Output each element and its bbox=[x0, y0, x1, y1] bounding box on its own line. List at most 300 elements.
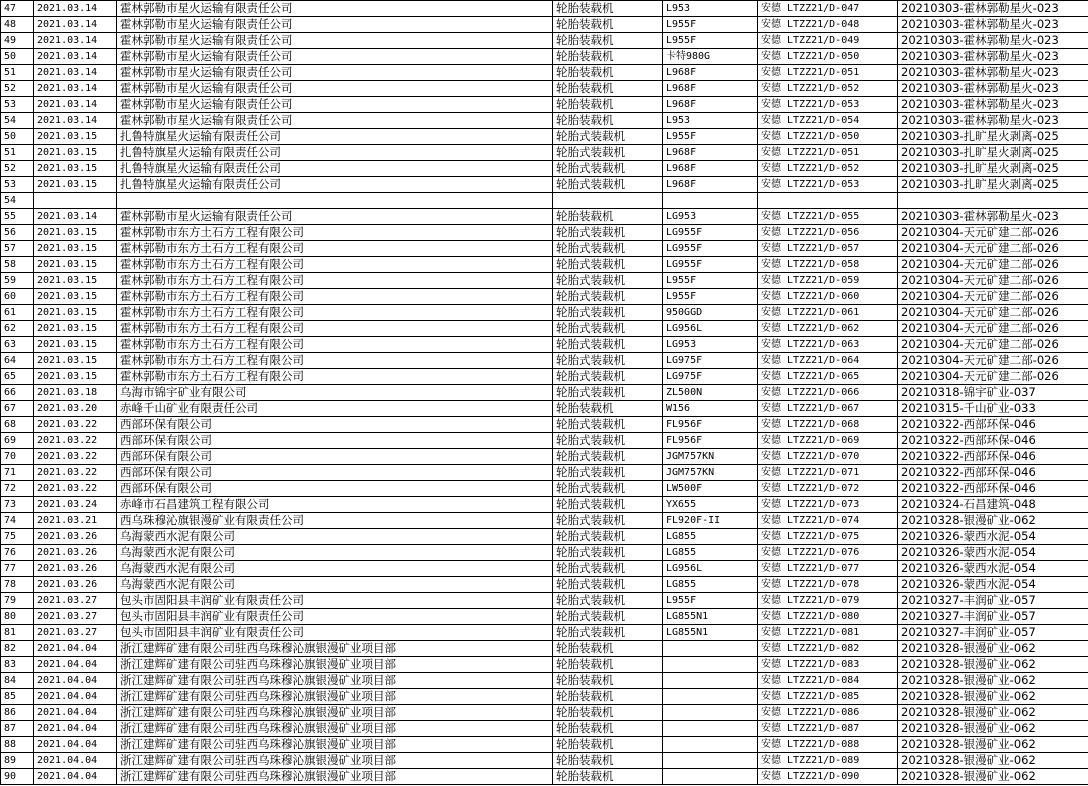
row-number-cell[interactable]: 54 bbox=[1, 113, 34, 129]
row-number-cell[interactable]: 81 bbox=[1, 625, 34, 641]
certificate-code-cell[interactable]: 安德 LTZZ21/D-086 bbox=[758, 705, 898, 721]
company-cell[interactable]: 霍林郭勒市东方土石方工程有限公司 bbox=[117, 241, 553, 257]
equipment-type-cell[interactable]: 轮胎式装载机 bbox=[553, 161, 663, 177]
project-cell[interactable]: 20210328-银漫矿业-062 bbox=[898, 689, 1088, 705]
company-cell[interactable]: 霍林郭勒市东方土石方工程有限公司 bbox=[117, 321, 553, 337]
project-cell[interactable]: 20210326-蒙西水泥-054 bbox=[898, 545, 1088, 561]
date-cell[interactable]: 2021.03.15 bbox=[34, 129, 117, 145]
row-number-cell[interactable]: 69 bbox=[1, 433, 34, 449]
date-cell[interactable]: 2021.03.26 bbox=[34, 577, 117, 593]
model-cell[interactable] bbox=[663, 657, 758, 673]
certificate-code-cell[interactable]: 安德 LTZZ21/D-055 bbox=[758, 209, 898, 225]
certificate-code-cell[interactable]: 安德 LTZZ21/D-088 bbox=[758, 737, 898, 753]
project-cell[interactable]: 20210303-扎旷星火剥离-025 bbox=[898, 145, 1088, 161]
equipment-type-cell[interactable]: 轮胎装载机 bbox=[553, 1, 663, 17]
date-cell[interactable]: 2021.03.14 bbox=[34, 81, 117, 97]
company-cell[interactable]: 霍林郭勒市星火运输有限责任公司 bbox=[117, 81, 553, 97]
model-cell[interactable]: LG855N1 bbox=[663, 609, 758, 625]
company-cell[interactable]: 霍林郭勒市星火运输有限责任公司 bbox=[117, 209, 553, 225]
equipment-type-cell[interactable]: 轮胎装载机 bbox=[553, 401, 663, 417]
row-number-cell[interactable]: 88 bbox=[1, 737, 34, 753]
model-cell[interactable]: L968F bbox=[663, 97, 758, 113]
model-cell[interactable]: LG956L bbox=[663, 561, 758, 577]
project-cell[interactable]: 20210322-西部环保-046 bbox=[898, 433, 1088, 449]
row-number-cell[interactable]: 83 bbox=[1, 657, 34, 673]
row-number-cell[interactable]: 75 bbox=[1, 529, 34, 545]
project-cell[interactable]: 20210303-霍林郭勒星火-023 bbox=[898, 113, 1088, 129]
certificate-code-cell[interactable]: 安德 LTZZ21/D-084 bbox=[758, 673, 898, 689]
company-cell[interactable]: 乌海蒙西水泥有限公司 bbox=[117, 561, 553, 577]
company-cell[interactable]: 霍林郭勒市东方土石方工程有限公司 bbox=[117, 353, 553, 369]
equipment-type-cell[interactable]: 轮胎装载机 bbox=[553, 753, 663, 769]
project-cell[interactable]: 20210303-霍林郭勒星火-023 bbox=[898, 209, 1088, 225]
certificate-code-cell[interactable]: 安德 LTZZ21/D-051 bbox=[758, 145, 898, 161]
model-cell[interactable]: 950GGD bbox=[663, 305, 758, 321]
model-cell[interactable]: L955F bbox=[663, 33, 758, 49]
date-cell[interactable]: 2021.04.04 bbox=[34, 705, 117, 721]
certificate-code-cell[interactable]: 安德 LTZZ21/D-077 bbox=[758, 561, 898, 577]
model-cell[interactable]: L968F bbox=[663, 161, 758, 177]
row-number-cell[interactable]: 86 bbox=[1, 705, 34, 721]
date-cell[interactable]: 2021.03.15 bbox=[34, 305, 117, 321]
model-cell[interactable] bbox=[663, 769, 758, 785]
certificate-code-cell[interactable]: 安德 LTZZ21/D-048 bbox=[758, 17, 898, 33]
company-cell[interactable]: 乌海蒙西水泥有限公司 bbox=[117, 529, 553, 545]
row-number-cell[interactable]: 53 bbox=[1, 97, 34, 113]
company-cell[interactable]: 赤峰市石昌建筑工程有限公司 bbox=[117, 497, 553, 513]
model-cell[interactable]: JGM757KN bbox=[663, 449, 758, 465]
model-cell[interactable]: FL956F bbox=[663, 433, 758, 449]
model-cell[interactable]: LG955F bbox=[663, 241, 758, 257]
model-cell[interactable]: ZL500N bbox=[663, 385, 758, 401]
equipment-type-cell[interactable]: 轮胎式装载机 bbox=[553, 257, 663, 273]
certificate-code-cell[interactable]: 安德 LTZZ21/D-073 bbox=[758, 497, 898, 513]
equipment-type-cell[interactable]: 轮胎式装载机 bbox=[553, 497, 663, 513]
row-number-cell[interactable]: 64 bbox=[1, 353, 34, 369]
model-cell[interactable] bbox=[663, 641, 758, 657]
equipment-type-cell[interactable]: 轮胎式装载机 bbox=[553, 321, 663, 337]
certificate-code-cell[interactable]: 安德 LTZZ21/D-053 bbox=[758, 177, 898, 193]
row-number-cell[interactable]: 52 bbox=[1, 81, 34, 97]
project-cell[interactable]: 20210327-丰润矿业-057 bbox=[898, 625, 1088, 641]
certificate-code-cell[interactable]: 安德 LTZZ21/D-081 bbox=[758, 625, 898, 641]
company-cell[interactable]: 浙江建辉矿建有限公司驻西乌珠穆沁旗银漫矿业项目部 bbox=[117, 769, 553, 785]
row-number-cell[interactable]: 51 bbox=[1, 65, 34, 81]
row-number-cell[interactable]: 53 bbox=[1, 177, 34, 193]
equipment-type-cell[interactable]: 轮胎装载机 bbox=[553, 81, 663, 97]
equipment-type-cell[interactable]: 轮胎式装载机 bbox=[553, 465, 663, 481]
equipment-type-cell[interactable]: 轮胎装载机 bbox=[553, 49, 663, 65]
row-number-cell[interactable]: 72 bbox=[1, 481, 34, 497]
model-cell[interactable]: LG855 bbox=[663, 577, 758, 593]
model-cell[interactable]: YX655 bbox=[663, 497, 758, 513]
equipment-type-cell[interactable]: 轮胎式装载机 bbox=[553, 449, 663, 465]
row-number-cell[interactable]: 62 bbox=[1, 321, 34, 337]
row-number-cell[interactable]: 50 bbox=[1, 129, 34, 145]
row-number-cell[interactable]: 71 bbox=[1, 465, 34, 481]
company-cell[interactable]: 乌海蒙西水泥有限公司 bbox=[117, 577, 553, 593]
date-cell[interactable]: 2021.03.14 bbox=[34, 49, 117, 65]
equipment-type-cell[interactable]: 轮胎式装载机 bbox=[553, 289, 663, 305]
project-cell[interactable]: 20210303-霍林郭勒星火-023 bbox=[898, 49, 1088, 65]
certificate-code-cell[interactable]: 安德 LTZZ21/D-058 bbox=[758, 257, 898, 273]
date-cell[interactable]: 2021.04.04 bbox=[34, 689, 117, 705]
date-cell[interactable]: 2021.03.15 bbox=[34, 257, 117, 273]
row-number-cell[interactable]: 49 bbox=[1, 33, 34, 49]
project-cell[interactable]: 20210328-银漫矿业-062 bbox=[898, 769, 1088, 785]
row-number-cell[interactable]: 73 bbox=[1, 497, 34, 513]
model-cell[interactable]: LG955F bbox=[663, 257, 758, 273]
model-cell[interactable]: L953 bbox=[663, 113, 758, 129]
company-cell[interactable]: 扎鲁特旗星火运输有限责任公司 bbox=[117, 129, 553, 145]
row-number-cell[interactable]: 79 bbox=[1, 593, 34, 609]
row-number-cell[interactable]: 78 bbox=[1, 577, 34, 593]
company-cell[interactable]: 西部环保有限公司 bbox=[117, 449, 553, 465]
model-cell[interactable]: LW500F bbox=[663, 481, 758, 497]
certificate-code-cell[interactable]: 安德 LTZZ21/D-066 bbox=[758, 385, 898, 401]
row-number-cell[interactable]: 80 bbox=[1, 609, 34, 625]
model-cell[interactable] bbox=[663, 673, 758, 689]
company-cell[interactable]: 浙江建辉矿建有限公司驻西乌珠穆沁旗银漫矿业项目部 bbox=[117, 737, 553, 753]
date-cell[interactable]: 2021.03.14 bbox=[34, 17, 117, 33]
date-cell[interactable]: 2021.04.04 bbox=[34, 641, 117, 657]
equipment-type-cell[interactable]: 轮胎装载机 bbox=[553, 641, 663, 657]
company-cell[interactable]: 乌海蒙西水泥有限公司 bbox=[117, 545, 553, 561]
row-number-cell[interactable]: 52 bbox=[1, 161, 34, 177]
project-cell[interactable]: 20210304-天元矿建二部-026 bbox=[898, 273, 1088, 289]
certificate-code-cell[interactable]: 安德 LTZZ21/D-060 bbox=[758, 289, 898, 305]
certificate-code-cell[interactable]: 安德 LTZZ21/D-059 bbox=[758, 273, 898, 289]
equipment-type-cell[interactable]: 轮胎式装载机 bbox=[553, 369, 663, 385]
equipment-type-cell[interactable]: 轮胎式装载机 bbox=[553, 177, 663, 193]
project-cell[interactable]: 20210327-丰润矿业-057 bbox=[898, 593, 1088, 609]
project-cell[interactable]: 20210328-银漫矿业-062 bbox=[898, 513, 1088, 529]
equipment-type-cell[interactable]: 轮胎装载机 bbox=[553, 705, 663, 721]
row-number-cell[interactable]: 89 bbox=[1, 753, 34, 769]
date-cell[interactable]: 2021.04.04 bbox=[34, 769, 117, 785]
project-cell[interactable]: 20210303-霍林郭勒星火-023 bbox=[898, 65, 1088, 81]
certificate-code-cell[interactable]: 安德 LTZZ21/D-082 bbox=[758, 641, 898, 657]
company-cell[interactable]: 西乌珠穆沁旗银漫矿业有限责任公司 bbox=[117, 513, 553, 529]
date-cell[interactable]: 2021.03.15 bbox=[34, 145, 117, 161]
row-number-cell[interactable]: 60 bbox=[1, 289, 34, 305]
equipment-type-cell[interactable]: 轮胎装载机 bbox=[553, 97, 663, 113]
certificate-code-cell[interactable]: 安德 LTZZ21/D-085 bbox=[758, 689, 898, 705]
model-cell[interactable] bbox=[663, 705, 758, 721]
model-cell[interactable]: L968F bbox=[663, 65, 758, 81]
certificate-code-cell[interactable]: 安德 LTZZ21/D-052 bbox=[758, 81, 898, 97]
date-cell[interactable]: 2021.04.04 bbox=[34, 753, 117, 769]
equipment-type-cell[interactable]: 轮胎式装载机 bbox=[553, 481, 663, 497]
certificate-code-cell[interactable]: 安德 LTZZ21/D-079 bbox=[758, 593, 898, 609]
date-cell[interactable]: 2021.03.22 bbox=[34, 433, 117, 449]
row-number-cell[interactable]: 63 bbox=[1, 337, 34, 353]
company-cell[interactable]: 霍林郭勒市星火运输有限责任公司 bbox=[117, 97, 553, 113]
row-number-cell[interactable]: 74 bbox=[1, 513, 34, 529]
equipment-type-cell[interactable]: 轮胎式装载机 bbox=[553, 385, 663, 401]
date-cell[interactable]: 2021.04.04 bbox=[34, 673, 117, 689]
row-number-cell[interactable]: 68 bbox=[1, 417, 34, 433]
project-cell[interactable]: 20210303-扎旷星火剥离-025 bbox=[898, 177, 1088, 193]
certificate-code-cell[interactable]: 安德 LTZZ21/D-080 bbox=[758, 609, 898, 625]
equipment-type-cell[interactable] bbox=[553, 193, 663, 209]
equipment-type-cell[interactable]: 轮胎式装载机 bbox=[553, 561, 663, 577]
date-cell[interactable]: 2021.03.22 bbox=[34, 465, 117, 481]
certificate-code-cell[interactable] bbox=[758, 193, 898, 209]
equipment-type-cell[interactable]: 轮胎式装载机 bbox=[553, 529, 663, 545]
project-cell[interactable]: 20210303-霍林郭勒星火-023 bbox=[898, 33, 1088, 49]
date-cell[interactable]: 2021.03.22 bbox=[34, 449, 117, 465]
company-cell[interactable]: 霍林郭勒市东方土石方工程有限公司 bbox=[117, 289, 553, 305]
company-cell[interactable] bbox=[117, 193, 553, 209]
project-cell[interactable]: 20210304-天元矿建二部-026 bbox=[898, 241, 1088, 257]
equipment-type-cell[interactable]: 轮胎式装载机 bbox=[553, 593, 663, 609]
company-cell[interactable]: 浙江建辉矿建有限公司驻西乌珠穆沁旗银漫矿业项目部 bbox=[117, 705, 553, 721]
model-cell[interactable] bbox=[663, 193, 758, 209]
row-number-cell[interactable]: 87 bbox=[1, 721, 34, 737]
company-cell[interactable]: 霍林郭勒市东方土石方工程有限公司 bbox=[117, 305, 553, 321]
certificate-code-cell[interactable]: 安德 LTZZ21/D-067 bbox=[758, 401, 898, 417]
equipment-type-cell[interactable]: 轮胎装载机 bbox=[553, 673, 663, 689]
row-number-cell[interactable]: 61 bbox=[1, 305, 34, 321]
row-number-cell[interactable]: 57 bbox=[1, 241, 34, 257]
company-cell[interactable]: 霍林郭勒市星火运输有限责任公司 bbox=[117, 33, 553, 49]
project-cell[interactable]: 20210326-蒙西水泥-054 bbox=[898, 561, 1088, 577]
date-cell[interactable]: 2021.03.15 bbox=[34, 161, 117, 177]
project-cell[interactable]: 20210304-天元矿建二部-026 bbox=[898, 305, 1088, 321]
model-cell[interactable]: LG956L bbox=[663, 321, 758, 337]
company-cell[interactable]: 霍林郭勒市东方土石方工程有限公司 bbox=[117, 257, 553, 273]
date-cell[interactable]: 2021.03.27 bbox=[34, 593, 117, 609]
equipment-type-cell[interactable]: 轮胎装载机 bbox=[553, 657, 663, 673]
model-cell[interactable]: LG855N1 bbox=[663, 625, 758, 641]
row-number-cell[interactable]: 55 bbox=[1, 209, 34, 225]
model-cell[interactable]: LG953 bbox=[663, 337, 758, 353]
certificate-code-cell[interactable]: 安德 LTZZ21/D-089 bbox=[758, 753, 898, 769]
row-number-cell[interactable]: 58 bbox=[1, 257, 34, 273]
equipment-type-cell[interactable]: 轮胎装载机 bbox=[553, 689, 663, 705]
project-cell[interactable]: 20210326-蒙西水泥-054 bbox=[898, 529, 1088, 545]
equipment-type-cell[interactable]: 轮胎装载机 bbox=[553, 721, 663, 737]
model-cell[interactable]: L955F bbox=[663, 129, 758, 145]
certificate-code-cell[interactable]: 安德 LTZZ21/D-051 bbox=[758, 65, 898, 81]
project-cell[interactable]: 20210303-霍林郭勒星火-023 bbox=[898, 17, 1088, 33]
date-cell[interactable]: 2021.04.04 bbox=[34, 737, 117, 753]
model-cell[interactable] bbox=[663, 689, 758, 705]
certificate-code-cell[interactable]: 安德 LTZZ21/D-053 bbox=[758, 97, 898, 113]
company-cell[interactable]: 浙江建辉矿建有限公司驻西乌珠穆沁旗银漫矿业项目部 bbox=[117, 689, 553, 705]
company-cell[interactable]: 包头市固阳县丰润矿业有限责任公司 bbox=[117, 593, 553, 609]
company-cell[interactable]: 西部环保有限公司 bbox=[117, 433, 553, 449]
model-cell[interactable] bbox=[663, 753, 758, 769]
date-cell[interactable]: 2021.03.27 bbox=[34, 609, 117, 625]
project-cell[interactable]: 20210304-天元矿建二部-026 bbox=[898, 257, 1088, 273]
equipment-type-cell[interactable]: 轮胎装载机 bbox=[553, 209, 663, 225]
date-cell[interactable]: 2021.03.15 bbox=[34, 321, 117, 337]
date-cell[interactable]: 2021.03.27 bbox=[34, 625, 117, 641]
date-cell[interactable]: 2021.03.26 bbox=[34, 529, 117, 545]
project-cell[interactable]: 20210322-西部环保-046 bbox=[898, 465, 1088, 481]
certificate-code-cell[interactable]: 安德 LTZZ21/D-078 bbox=[758, 577, 898, 593]
date-cell[interactable]: 2021.03.26 bbox=[34, 561, 117, 577]
row-number-cell[interactable]: 77 bbox=[1, 561, 34, 577]
certificate-code-cell[interactable]: 安德 LTZZ21/D-076 bbox=[758, 545, 898, 561]
model-cell[interactable]: L953 bbox=[663, 1, 758, 17]
certificate-code-cell[interactable]: 安德 LTZZ21/D-062 bbox=[758, 321, 898, 337]
company-cell[interactable]: 霍林郭勒市星火运输有限责任公司 bbox=[117, 1, 553, 17]
project-cell[interactable]: 20210304-天元矿建二部-026 bbox=[898, 225, 1088, 241]
company-cell[interactable]: 扎鲁特旗星火运输有限责任公司 bbox=[117, 161, 553, 177]
project-cell[interactable]: 20210328-银漫矿业-062 bbox=[898, 737, 1088, 753]
date-cell[interactable]: 2021.03.14 bbox=[34, 33, 117, 49]
model-cell[interactable]: LG955F bbox=[663, 225, 758, 241]
company-cell[interactable]: 霍林郭勒市东方土石方工程有限公司 bbox=[117, 273, 553, 289]
project-cell[interactable]: 20210304-天元矿建二部-026 bbox=[898, 289, 1088, 305]
project-cell[interactable]: 20210304-天元矿建二部-026 bbox=[898, 369, 1088, 385]
model-cell[interactable]: L968F bbox=[663, 177, 758, 193]
row-number-cell[interactable]: 47 bbox=[1, 1, 34, 17]
company-cell[interactable]: 乌海市锦宇矿业有限公司 bbox=[117, 385, 553, 401]
row-number-cell[interactable]: 65 bbox=[1, 369, 34, 385]
row-number-cell[interactable]: 85 bbox=[1, 689, 34, 705]
date-cell[interactable]: 2021.03.24 bbox=[34, 497, 117, 513]
certificate-code-cell[interactable]: 安德 LTZZ21/D-052 bbox=[758, 161, 898, 177]
equipment-type-cell[interactable]: 轮胎装载机 bbox=[553, 737, 663, 753]
project-cell[interactable]: 20210326-蒙西水泥-054 bbox=[898, 577, 1088, 593]
project-cell[interactable]: 20210303-霍林郭勒星火-023 bbox=[898, 1, 1088, 17]
project-cell[interactable]: 20210303-扎旷星火剥离-025 bbox=[898, 129, 1088, 145]
certificate-code-cell[interactable]: 安德 LTZZ21/D-071 bbox=[758, 465, 898, 481]
certificate-code-cell[interactable]: 安德 LTZZ21/D-075 bbox=[758, 529, 898, 545]
project-cell[interactable]: 20210303-扎旷星火剥离-025 bbox=[898, 161, 1088, 177]
equipment-type-cell[interactable]: 轮胎式装载机 bbox=[553, 609, 663, 625]
date-cell[interactable]: 2021.03.26 bbox=[34, 545, 117, 561]
model-cell[interactable]: L955F bbox=[663, 17, 758, 33]
model-cell[interactable]: L968F bbox=[663, 81, 758, 97]
equipment-type-cell[interactable]: 轮胎式装载机 bbox=[553, 145, 663, 161]
company-cell[interactable]: 浙江建辉矿建有限公司驻西乌珠穆沁旗银漫矿业项目部 bbox=[117, 657, 553, 673]
project-cell[interactable]: 20210324-石昌建筑-048 bbox=[898, 497, 1088, 513]
certificate-code-cell[interactable]: 安德 LTZZ21/D-050 bbox=[758, 129, 898, 145]
model-cell[interactable]: FL920F-II bbox=[663, 513, 758, 529]
model-cell[interactable]: JGM757KN bbox=[663, 465, 758, 481]
equipment-type-cell[interactable]: 轮胎式装载机 bbox=[553, 305, 663, 321]
equipment-type-cell[interactable]: 轮胎式装载机 bbox=[553, 225, 663, 241]
model-cell[interactable]: L968F bbox=[663, 145, 758, 161]
date-cell[interactable] bbox=[34, 193, 117, 209]
row-number-cell[interactable]: 84 bbox=[1, 673, 34, 689]
project-cell[interactable]: 20210322-西部环保-046 bbox=[898, 449, 1088, 465]
company-cell[interactable]: 包头市固阳县丰润矿业有限责任公司 bbox=[117, 609, 553, 625]
model-cell[interactable] bbox=[663, 721, 758, 737]
company-cell[interactable]: 霍林郭勒市星火运输有限责任公司 bbox=[117, 17, 553, 33]
row-number-cell[interactable]: 82 bbox=[1, 641, 34, 657]
model-cell[interactable]: L955F bbox=[663, 593, 758, 609]
equipment-type-cell[interactable]: 轮胎装载机 bbox=[553, 113, 663, 129]
company-cell[interactable]: 西部环保有限公司 bbox=[117, 417, 553, 433]
certificate-code-cell[interactable]: 安德 LTZZ21/D-054 bbox=[758, 113, 898, 129]
date-cell[interactable]: 2021.03.15 bbox=[34, 273, 117, 289]
date-cell[interactable]: 2021.03.20 bbox=[34, 401, 117, 417]
date-cell[interactable]: 2021.03.14 bbox=[34, 65, 117, 81]
certificate-code-cell[interactable]: 安德 LTZZ21/D-065 bbox=[758, 369, 898, 385]
date-cell[interactable]: 2021.03.15 bbox=[34, 337, 117, 353]
row-number-cell[interactable]: 50 bbox=[1, 49, 34, 65]
row-number-cell[interactable]: 90 bbox=[1, 769, 34, 785]
date-cell[interactable]: 2021.03.18 bbox=[34, 385, 117, 401]
model-cell[interactable]: L955F bbox=[663, 273, 758, 289]
row-number-cell[interactable]: 54 bbox=[1, 193, 34, 209]
company-cell[interactable]: 霍林郭勒市东方土石方工程有限公司 bbox=[117, 225, 553, 241]
row-number-cell[interactable]: 56 bbox=[1, 225, 34, 241]
model-cell[interactable]: LG855 bbox=[663, 545, 758, 561]
date-cell[interactable]: 2021.03.14 bbox=[34, 97, 117, 113]
certificate-code-cell[interactable]: 安德 LTZZ21/D-072 bbox=[758, 481, 898, 497]
company-cell[interactable]: 浙江建辉矿建有限公司驻西乌珠穆沁旗银漫矿业项目部 bbox=[117, 753, 553, 769]
equipment-type-cell[interactable]: 轮胎装载机 bbox=[553, 33, 663, 49]
project-cell[interactable] bbox=[898, 193, 1088, 209]
date-cell[interactable]: 2021.03.22 bbox=[34, 417, 117, 433]
certificate-code-cell[interactable]: 安德 LTZZ21/D-070 bbox=[758, 449, 898, 465]
equipment-type-cell[interactable]: 轮胎式装载机 bbox=[553, 337, 663, 353]
equipment-type-cell[interactable]: 轮胎式装载机 bbox=[553, 241, 663, 257]
model-cell[interactable]: 卡特980G bbox=[663, 49, 758, 65]
company-cell[interactable]: 扎鲁特旗星火运输有限责任公司 bbox=[117, 177, 553, 193]
date-cell[interactable]: 2021.04.04 bbox=[34, 721, 117, 737]
company-cell[interactable]: 霍林郭勒市星火运输有限责任公司 bbox=[117, 65, 553, 81]
date-cell[interactable]: 2021.03.14 bbox=[34, 209, 117, 225]
equipment-type-cell[interactable]: 轮胎式装载机 bbox=[553, 353, 663, 369]
company-cell[interactable]: 赤峰千山矿业有限责任公司 bbox=[117, 401, 553, 417]
equipment-type-cell[interactable]: 轮胎装载机 bbox=[553, 17, 663, 33]
equipment-type-cell[interactable]: 轮胎式装载机 bbox=[553, 625, 663, 641]
row-number-cell[interactable]: 48 bbox=[1, 17, 34, 33]
equipment-type-cell[interactable]: 轮胎式装载机 bbox=[553, 129, 663, 145]
row-number-cell[interactable]: 67 bbox=[1, 401, 34, 417]
date-cell[interactable]: 2021.03.14 bbox=[34, 113, 117, 129]
model-cell[interactable]: LG975F bbox=[663, 369, 758, 385]
model-cell[interactable]: L955F bbox=[663, 289, 758, 305]
certificate-code-cell[interactable]: 安德 LTZZ21/D-047 bbox=[758, 1, 898, 17]
date-cell[interactable]: 2021.03.21 bbox=[34, 513, 117, 529]
certificate-code-cell[interactable]: 安德 LTZZ21/D-049 bbox=[758, 33, 898, 49]
certificate-code-cell[interactable]: 安德 LTZZ21/D-090 bbox=[758, 769, 898, 785]
company-cell[interactable]: 浙江建辉矿建有限公司驻西乌珠穆沁旗银漫矿业项目部 bbox=[117, 721, 553, 737]
row-number-cell[interactable]: 51 bbox=[1, 145, 34, 161]
equipment-type-cell[interactable]: 轮胎式装载机 bbox=[553, 273, 663, 289]
certificate-code-cell[interactable]: 安德 LTZZ21/D-087 bbox=[758, 721, 898, 737]
company-cell[interactable]: 霍林郭勒市东方土石方工程有限公司 bbox=[117, 369, 553, 385]
project-cell[interactable]: 20210304-天元矿建二部-026 bbox=[898, 353, 1088, 369]
date-cell[interactable]: 2021.03.15 bbox=[34, 241, 117, 257]
date-cell[interactable]: 2021.03.15 bbox=[34, 225, 117, 241]
date-cell[interactable]: 2021.03.15 bbox=[34, 177, 117, 193]
model-cell[interactable]: FL956F bbox=[663, 417, 758, 433]
date-cell[interactable]: 2021.03.15 bbox=[34, 353, 117, 369]
row-number-cell[interactable]: 70 bbox=[1, 449, 34, 465]
certificate-code-cell[interactable]: 安德 LTZZ21/D-061 bbox=[758, 305, 898, 321]
company-cell[interactable]: 霍林郭勒市星火运输有限责任公司 bbox=[117, 49, 553, 65]
equipment-type-cell[interactable]: 轮胎式装载机 bbox=[553, 513, 663, 529]
certificate-code-cell[interactable]: 安德 LTZZ21/D-074 bbox=[758, 513, 898, 529]
project-cell[interactable]: 20210328-银漫矿业-062 bbox=[898, 721, 1088, 737]
date-cell[interactable]: 2021.03.22 bbox=[34, 481, 117, 497]
equipment-type-cell[interactable]: 轮胎式装载机 bbox=[553, 545, 663, 561]
project-cell[interactable]: 20210328-银漫矿业-062 bbox=[898, 753, 1088, 769]
certificate-code-cell[interactable]: 安德 LTZZ21/D-057 bbox=[758, 241, 898, 257]
company-cell[interactable]: 浙江建辉矿建有限公司驻西乌珠穆沁旗银漫矿业项目部 bbox=[117, 641, 553, 657]
model-cell[interactable]: LG953 bbox=[663, 209, 758, 225]
